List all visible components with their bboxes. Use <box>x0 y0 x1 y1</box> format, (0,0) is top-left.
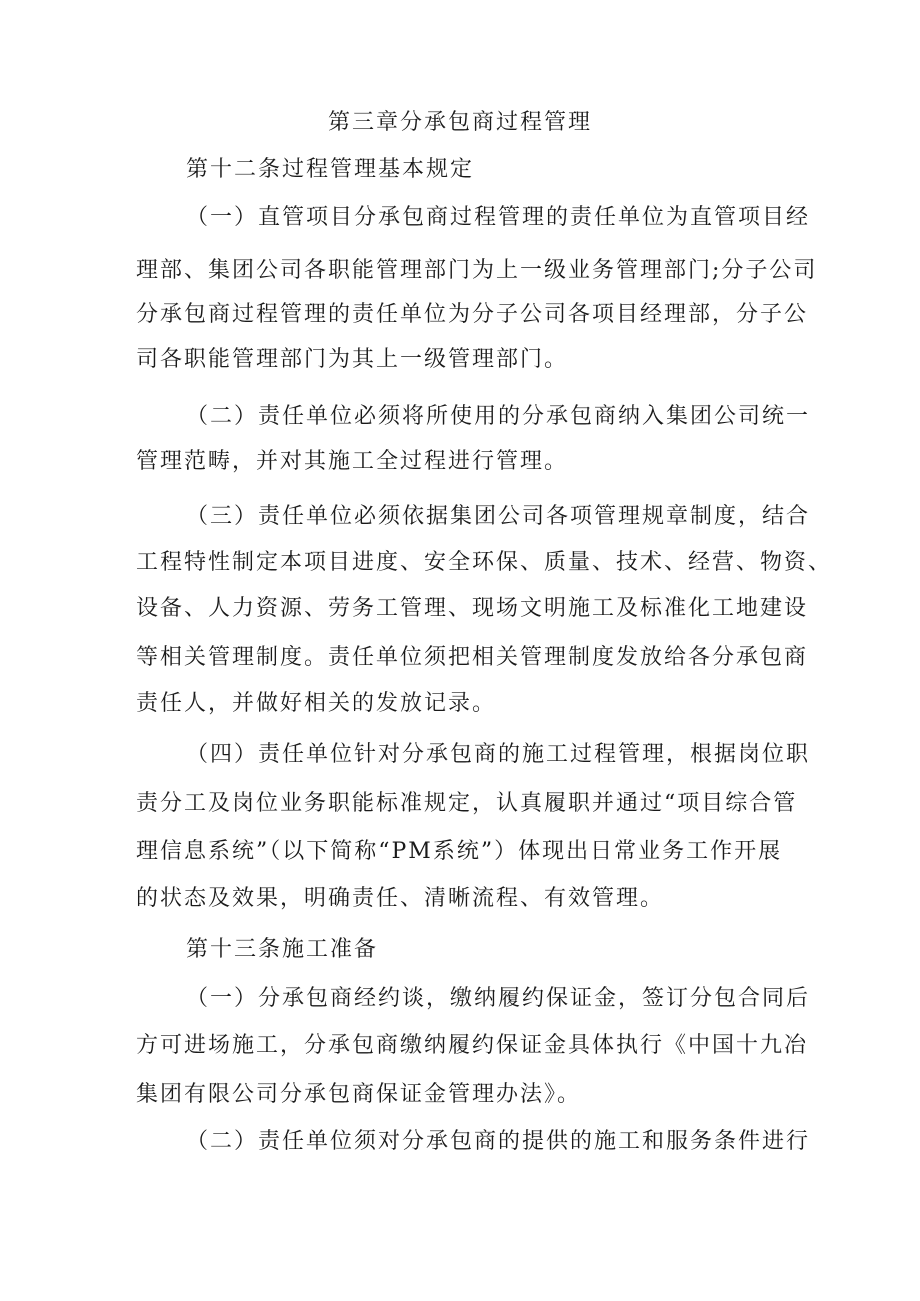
article-12-p3-line: （三）责任单位必须依据集团公司各项管理规章制度，结合 <box>186 504 811 529</box>
article-13-p2-line: （二）责任单位须对分承包商的提供的施工和服务条件进行 <box>186 1129 811 1154</box>
article-12-p1-line: 分承包商过程管理的责任单位为分子公司各项目经理部，分子公 <box>136 302 809 327</box>
article-13-p1-line: 方可进场施工，分承包商缴纳履约保证金具体执行《中国十九冶 <box>136 1033 809 1058</box>
chapter-title: 第三章分承包商过程管理 <box>327 110 592 135</box>
article-12-p2-line: （二）责任单位必须将所使用的分承包商纳入集团公司统一 <box>186 404 811 429</box>
article-12-p3-line: 工程特性制定本项目进度、安全环保、质量、技术、经营、物资、 <box>136 550 833 575</box>
article-13-p1-line: 集团有限公司分承包商保证金管理办法》。 <box>136 1082 582 1107</box>
article-12-p4-line: 理信息系统”（以下简称“PM系统”）体现出日常业务工作开展 <box>136 839 783 864</box>
article-12-p3-line: 责任人，并做好相关的发放记录。 <box>136 691 497 716</box>
article-12-p3-line: 等相关管理制度。责任单位须把相关管理制度发放给各分承包商 <box>136 645 809 670</box>
article-12-p4-line: 的状态及效果，明确责任、清晰流程、有效管理。 <box>136 886 665 911</box>
article-12-p1-line: 司各职能管理部门为其上一级管理部门。 <box>136 347 569 372</box>
article-12-p2-line: 管理范畴，并对其施工全过程进行管理。 <box>136 449 569 474</box>
article-12-p3-line: 设备、人力资源、劳务工管理、现场文明施工及标准化工地建设 <box>136 596 809 621</box>
article-12-p4-line: （四）责任单位针对分承包商的施工过程管理，根据岗位职 <box>186 742 811 767</box>
article-12-p4-line: 责分工及岗位业务职能标准规定，认真履职并通过“项目综合管 <box>136 791 798 816</box>
article-13-heading: 第十三条施工准备 <box>186 937 379 962</box>
article-13-p1-line: （一）分承包商经约谈，缴纳履约保证金，签订分包合同后 <box>186 986 811 1011</box>
article-12-heading: 第十二条过程管理基本规定 <box>186 157 475 182</box>
article-12-p1-line: （一）直管项目分承包商过程管理的责任单位为直管项目经 <box>186 205 811 230</box>
article-12-p1-line: 理部、集团公司各职能管理部门为上一级业务管理部门;分子公司 <box>136 258 818 283</box>
